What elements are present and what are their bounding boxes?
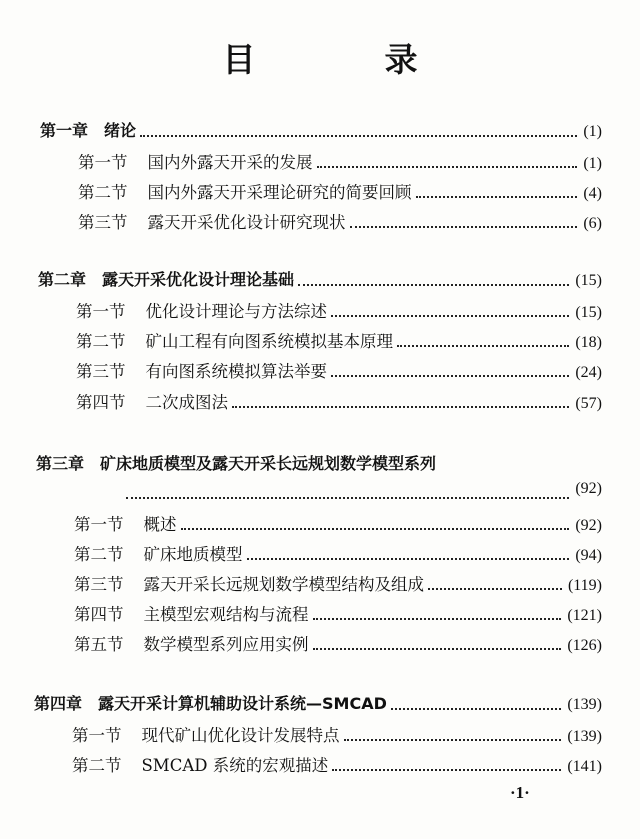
section-page: (1) (583, 155, 602, 172)
dot-leader (331, 315, 569, 317)
section-title: 露天开采长远规划数学模型结构及组成 (143, 575, 424, 594)
dot-leader (313, 618, 562, 620)
section-title: 露天开采优化设计研究现状 (147, 213, 346, 232)
section-page: (6) (583, 215, 602, 232)
section-number: 第一节 (78, 153, 128, 172)
section-number: 第一节 (76, 302, 126, 321)
toc-section (74, 631, 602, 655)
dot-leader (313, 648, 562, 650)
section-title: 现代矿山优化设计发展特点 (141, 726, 340, 745)
section-number: 第二节 (72, 756, 122, 775)
section-page: (141) (567, 758, 602, 775)
section-title: 矿床地质模型 (143, 545, 243, 564)
section-page: (92) (575, 517, 602, 534)
toc-section (72, 722, 602, 746)
chapter-page: (1) (583, 123, 602, 140)
section-title: 国内外露天开采理论研究的简要回顾 (147, 183, 412, 202)
chapter-number: 第一章 (40, 121, 89, 140)
section-number: 第一节 (72, 726, 122, 745)
section-number: 第三节 (74, 575, 124, 594)
chapter-number: 第二章 (38, 270, 87, 289)
dot-leader (232, 406, 569, 408)
section-page: (139) (567, 728, 602, 745)
section-title: 国内外露天开采的发展 (147, 153, 313, 172)
section-page: (119) (567, 577, 602, 594)
section-number: 第二节 (78, 183, 128, 202)
section-title: 矿山工程有向图系统模拟基本原理 (145, 332, 393, 351)
section-page: (94) (575, 547, 602, 564)
section-title: 优化设计理论与方法综述 (145, 302, 327, 321)
section-number: 第四节 (76, 393, 126, 412)
section-title: 二次成图法 (145, 393, 228, 412)
chapter-number: 第三章 (36, 454, 85, 473)
section-page: (126) (567, 637, 602, 654)
section-title: 有向图系统模拟算法举要 (145, 362, 327, 381)
dot-leader (140, 135, 577, 137)
toc-chapter-3 (36, 451, 602, 475)
toc-chapter-4 (34, 691, 602, 715)
chapter-page: (92) (575, 480, 602, 497)
chapter-title: 绪论 (104, 121, 137, 140)
toc-section (74, 571, 602, 595)
section-title: 主模型宏观结构与流程 (143, 605, 309, 624)
toc-section (74, 511, 602, 535)
toc-section (74, 541, 602, 565)
dot-leader (331, 375, 569, 377)
dot-leader (317, 166, 578, 168)
chapter-title: 露天开采优化设计理论基础 (102, 270, 295, 289)
section-title: 数学模型系列应用实例 (143, 635, 309, 654)
section-number: 第一节 (74, 515, 124, 534)
toc-section (78, 179, 602, 203)
dot-leader (350, 226, 578, 228)
section-page: (121) (567, 607, 602, 624)
section-number: 第二节 (76, 332, 126, 351)
dot-leader (298, 284, 569, 286)
section-page: (24) (575, 364, 602, 381)
dot-leader (391, 708, 561, 710)
dot-leader (428, 588, 562, 590)
section-page: (4) (583, 185, 602, 202)
toc-section (76, 298, 602, 322)
section-number: 第三节 (78, 213, 128, 232)
dot-leader (344, 739, 562, 741)
toc-chapter-2 (38, 267, 602, 291)
dot-leader (247, 558, 570, 560)
dot-leader (416, 196, 578, 198)
section-title: 概述 (143, 515, 177, 534)
chapter-page: (15) (575, 272, 602, 289)
toc-section (78, 149, 602, 173)
chapter-title: 矿床地质模型及露天开采长远规划数学模型系列 (100, 454, 437, 473)
dot-leader (397, 345, 569, 347)
toc-section (74, 601, 602, 625)
dot-leader (181, 528, 570, 530)
dot-leader (332, 769, 561, 771)
section-title: SMCAD 系统的宏观描述 (141, 756, 329, 775)
toc-section (76, 358, 602, 382)
section-number: 第五节 (74, 635, 124, 654)
toc-chapter-3-continuation (126, 480, 602, 504)
section-number: 第四节 (74, 605, 124, 624)
section-number: 第三节 (76, 362, 126, 381)
dot-leader (126, 497, 569, 499)
section-number: 第二节 (74, 545, 124, 564)
toc-section (78, 209, 602, 233)
section-page: (18) (575, 334, 602, 351)
page-title: 目 录 (222, 40, 466, 79)
chapter-number: 第四章 (34, 694, 83, 713)
toc-section (76, 389, 602, 413)
toc-section (76, 328, 602, 352)
chapter-page: (139) (567, 696, 602, 713)
page-number: ·1· (510, 783, 530, 802)
toc-chapter-1 (40, 118, 602, 142)
toc-section (72, 752, 602, 776)
section-page: (57) (575, 395, 602, 412)
chapter-title: 露天开采计算机辅助设计系统—SMCAD (98, 694, 387, 713)
section-page: (15) (575, 304, 602, 321)
